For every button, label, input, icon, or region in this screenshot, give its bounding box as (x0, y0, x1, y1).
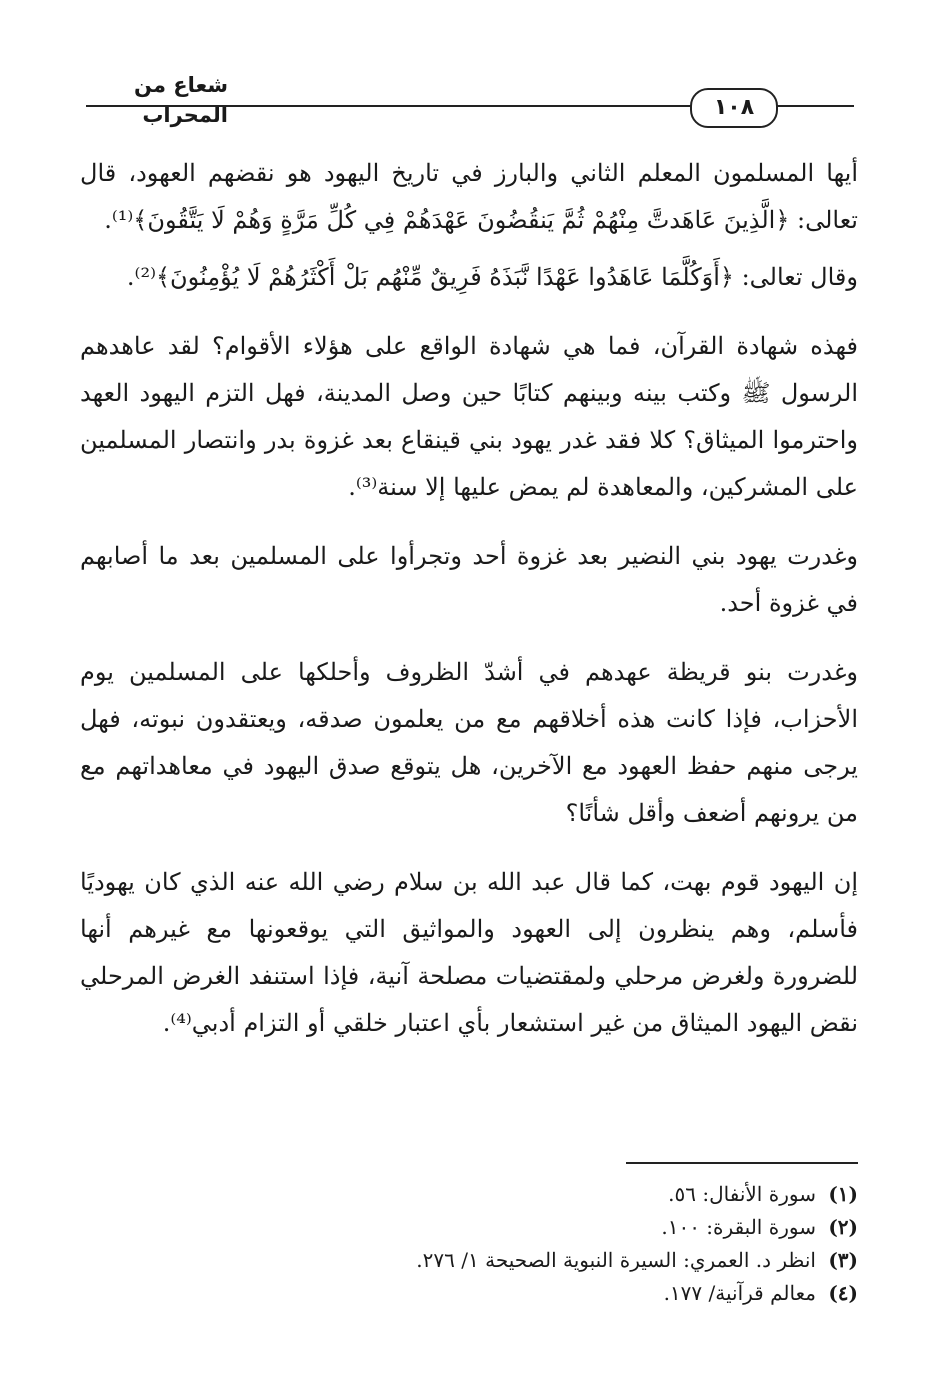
footnotes (80, 1178, 858, 1310)
footnote-2 (80, 1211, 858, 1244)
footnote-number: (٣) (828, 1248, 858, 1272)
footnote-number: (٤) (828, 1281, 858, 1305)
paragraph-6: إن اليهود قوم بهت، كما قال عبد الله بن سلام رضي الله عنه الذي كان يهوديًا فأسلم، وهم ينظرون إلى العهود والمواثيق التي يوقعونها مع غيرهم أنها للضرورة ولغرض مرحلي ولمقتضيات مصلحة آنية، فإذا استنفد الغرض المرحلي نقض اليهود الميثاق من غير استشعار بأي اعتبار خلقي أو التزام أدبي⁽⁴⁾. (80, 868, 859, 1037)
footnote-1 (80, 1178, 858, 1211)
footnote-number: (٢) (828, 1215, 858, 1239)
paragraph-5: وغدرت بنو قريظة عهدهم في أشدّ الظروف وأحلكها على المسلمين يوم الأحزاب، فإذا كانت هذه أخلاقهم مع من يعلمون صدقه، ويعتقدون نبوته، فهل يرجى منهم حفظ العهود مع الآخرين، هل يتوقع صدق اليهود في معاهداتهم مع من يرونهم أضعف وأقل شأنًا؟ (80, 658, 858, 827)
footnote-text: سورة البقرة: ١٠٠. (661, 1215, 816, 1239)
footnote-text: سورة الأنفال: ٥٦. (668, 1182, 816, 1206)
running-title: شعاع من المحراب (134, 73, 228, 127)
footnote-4 (80, 1277, 858, 1310)
footnote-rule (626, 1162, 858, 1164)
footnote-text: معالم قرآنية/ ١٧٧. (663, 1281, 816, 1305)
paragraph-3: فهذه شهادة القرآن، فما هي شهادة الواقع على هؤلاء الأقوام؟ لقد عاهدهم الرسول ﷺ وكتب بينه وبينهم كتابًا حين وصل المدينة، فهل التزم اليهود العهد واحترموا الميثاق؟ كلا فقد غدر يهود بني قينقاع بعد غزوة بدر وانتصار المسلمين على المشركين، والمعاهدة لم يمض عليها إلا سنة⁽³⁾. (80, 332, 858, 501)
paragraph-1: أيها المسلمون المعلم الثاني والبارز في تاريخ اليهود هو نقضهم العهود، قال تعالى: ﴿الَّذِينَ عَاهَدتَّ مِنْهُمْ ثُمَّ يَنقُضُونَ عَهْدَهُمْ فِي كُلِّ مَرَّةٍ وَهُمْ لَا يَتَّقُونَ﴾⁽¹⁾. (80, 159, 859, 234)
footnote-number: (١) (828, 1182, 858, 1206)
page-number: ١٠٨ (690, 88, 778, 128)
footnote-text: انظر د. العمري: السيرة النبوية الصحيحة ١/ ٢٧٦. (416, 1248, 816, 1272)
paragraph-4: وغدرت يهود بني النضير بعد غزوة أحد وتجرأوا على المسلمين بعد ما أصابهم في غزوة أحد. (80, 542, 858, 617)
footnote-3 (80, 1244, 858, 1277)
main-text (80, 150, 858, 1069)
paragraph-2: وقال تعالى: ﴿أَوَكُلَّمَا عَاهَدُوا عَهْدًا نَّبَذَهُ فَرِيقٌ مِّنْهُم بَلْ أَكْثَرُهُمْ لَا يُؤْمِنُونَ﴾⁽²⁾. (126, 263, 858, 291)
